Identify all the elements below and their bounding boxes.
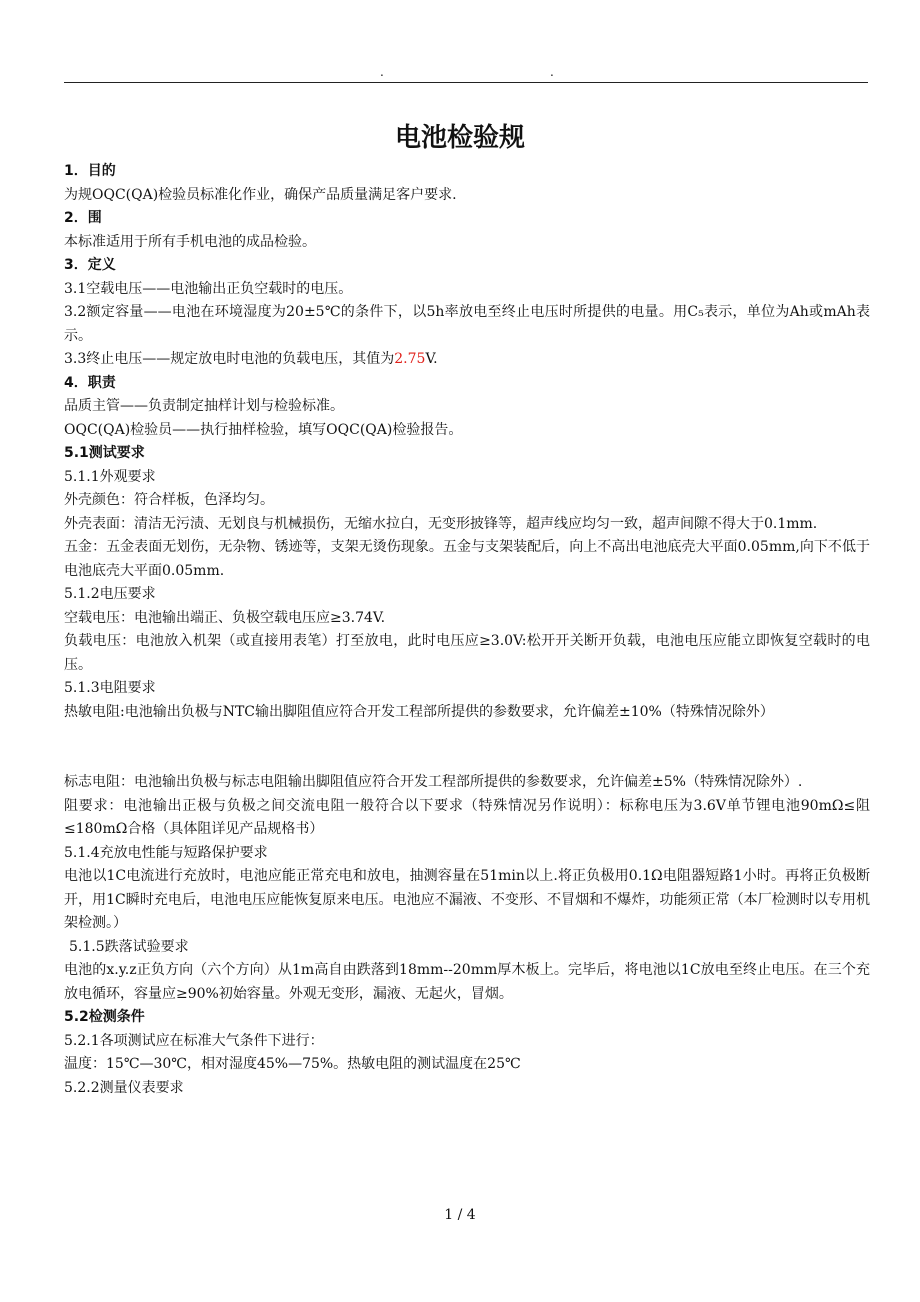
appearance-metal: 五金：五金表面无划伤，无杂物、锈迹等，支架无烫伤现象。五金与支架装配后，向上不高出电池底壳大平面0.05mm,向下不低于电池底壳大平面0.05mm. <box>64 539 870 579</box>
page-header <box>0 64 920 80</box>
cutoff-voltage-value: 2.75 <box>394 351 426 367</box>
definition-no-load-voltage: 3.1空载电压——电池输出正负空载时的电压。 <box>64 280 353 297</box>
resistance-internal: 阻要求：电池输出正极与负极之间交流电阻一般符合以下要求（特殊情况另作说明）：标称电压为3.6V单节锂电池90mΩ≤阻≤180mΩ合格（具体阻详见产品规格书） <box>64 797 870 837</box>
appearance-color: 外壳颜色：符合样板，色泽均匀。 <box>64 492 274 508</box>
drop-test-text: 电池的x.y.z正负方向（六个方向）从1m高自由跌落到18mm--20mm厚木板上。完毕后，将电池以1C放电至终止电压。在三个充放电循环，容量应≥90%初始容量。外观无变形，漏液、无起火，冒烟。 <box>64 962 870 1002</box>
subsection-resistance: 5.1.3电阻要求 <box>64 680 156 696</box>
charge-discharge-text: 电池以1C电流进行充放时，电池应能正常充电和放电，抽测容量在51min以上.将正负极用0.1Ω电阻器短路1小时。再将正负极断开，用1C瞬时充电后，电池电压应能恢复原来电压。电池应不漏液、不变形、不冒烟和不爆炸，功能须正常（本厂检测时以专用机架检测。） <box>64 868 870 931</box>
voltage-load: 负载电压：电池放入机架（或直接用表笔）打至放电，此时电压应≥3.0V:松开开关断开负载，电池电压应能立即恢复空载时的电压。 <box>64 633 870 673</box>
subsection-charge-discharge: 5.1.4充放电性能与短路保护要求 <box>64 844 268 861</box>
document-body <box>64 160 870 1100</box>
definition-cutoff-voltage <box>64 348 870 372</box>
subsection-atmosphere: 5.2.1各项测试应在标准大气条件下进行： <box>64 1032 324 1049</box>
blank-gap <box>64 724 870 771</box>
voltage-no-load: 空载电压：电池输出端正、负极空载电压应≥3.74V. <box>64 609 386 626</box>
document-title: 电池检验规 <box>394 123 525 153</box>
section-heading-definitions: 3．定义 <box>64 257 116 273</box>
cutoff-voltage-text: 3.3终止电压——规定放电时电池的负载电压，其值为 <box>64 351 395 367</box>
resistance-ntc: 热敏电阻:电池输出负极与NTC输出脚阻值应符合开发工程部所提供的参数要求，允许偏差±10%（特殊情况除外） <box>64 703 774 720</box>
subsection-instruments: 5.2.2测量仪表要求 <box>64 1079 184 1096</box>
section-heading-responsibilities: 4．职责 <box>64 374 116 391</box>
resistance-mark: 标志电阻：电池输出负极与标志电阻输出脚阻值应符合开发工程部所提供的参数要求，允许偏差±5%（特殊情况除外）. <box>64 774 803 790</box>
responsibility-quality-supervisor: 品质主管——负责制定抽样计划与检验标准。 <box>64 398 344 414</box>
header-rule <box>64 82 868 83</box>
atmosphere-temperature: 温度：15℃—30℃，相对湿度45%—75%。热敏电阻的测试温度在25℃ <box>64 1056 521 1072</box>
cutoff-voltage-unit: V. <box>425 351 438 367</box>
definition-rated-capacity: 3.2额定容量——电池在环境湿度为20±5℃的条件下，以5h率放电至终止电压时所提供的电量。用C₅表示，单位为Ah或mAh表示。 <box>64 304 870 344</box>
section-heading-scope: 2．围 <box>64 210 102 226</box>
scope-text: 本标准适用于所有手机电池的成品检验。 <box>64 233 316 250</box>
header-dot-left: . <box>380 65 384 79</box>
section-heading-test-requirements: 5.1测试要求 <box>64 445 145 461</box>
subsection-drop-test: 5.1.5跌落试验要求 <box>69 938 189 955</box>
section-heading-purpose: 1．目的 <box>64 163 116 179</box>
page-number: 1 / 4 <box>444 1207 476 1223</box>
appearance-surface: 外壳表面：清洁无污渍、无划良与机械损伤，无缩水拉白，无变形披锋等，超声线应均匀一致，超声间隙不得大于0.1mm. <box>64 515 818 532</box>
responsibility-oqc-inspector: OQC(QA)检验员——执行抽样检验，填写OQC(QA)检验报告。 <box>64 421 463 438</box>
subsection-appearance: 5.1.1外观要求 <box>64 468 156 485</box>
purpose-text: 为规OQC(QA)检验员标准化作业，确保产品质量满足客户要求. <box>64 186 457 203</box>
subsection-voltage: 5.1.2电压要求 <box>64 586 156 602</box>
section-heading-test-conditions: 5.2检测条件 <box>64 1009 145 1025</box>
header-dot-right: . <box>550 65 554 79</box>
